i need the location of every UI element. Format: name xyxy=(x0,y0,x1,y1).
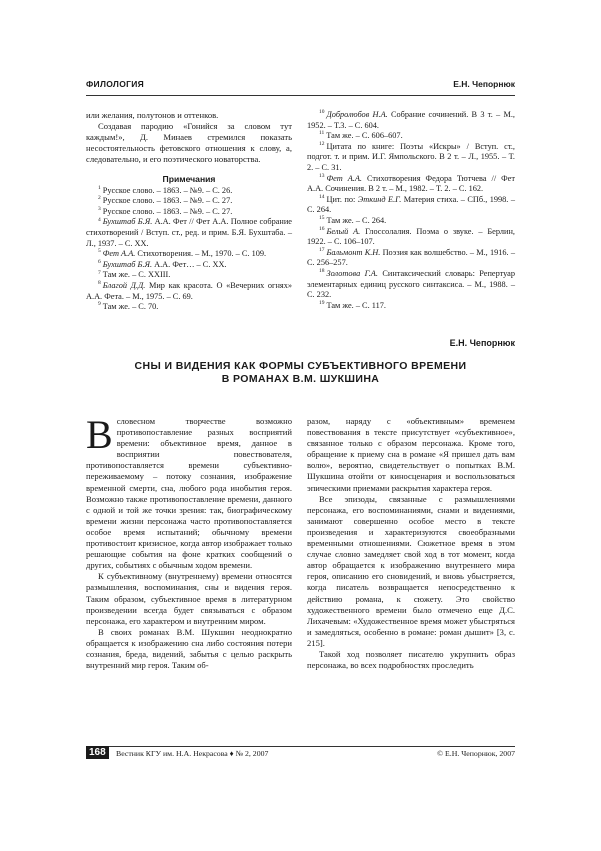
prev-article-left-column xyxy=(86,110,292,313)
note-author: Фет А.А. xyxy=(102,249,136,259)
note-text: Синтаксический словарь: Репертуар элементарных единиц русского синтаксиса. – М., 1988. – С. 232. xyxy=(307,268,516,300)
drop-cap: В xyxy=(86,412,113,457)
note-item xyxy=(307,227,515,248)
note-author: Благой Д.Д. xyxy=(102,280,146,290)
journal-name: Вестник КГУ им. Н.А. Некрасова ♦ № 2, 2007 xyxy=(116,749,269,758)
note-text: Там же. – С. 117. xyxy=(326,300,386,310)
note-number: 12 xyxy=(319,141,325,148)
note-number: 11 xyxy=(319,130,325,137)
note-item xyxy=(86,217,292,249)
footer-rule xyxy=(86,746,515,747)
note-number: 19 xyxy=(319,299,325,306)
note-number: 2 xyxy=(98,195,101,202)
note-number: 4 xyxy=(98,216,101,223)
note-text: А.А. Фет // Фет А.А. Полное собрание стихотворений / Вступ. ст., ред. и прим. Б.Я. Бухштаба. – Л., 1937. – С. XX. xyxy=(86,217,292,248)
note-text: Русское слово. – 1863. – №9. – С. 27. xyxy=(102,196,233,206)
notes-list-right xyxy=(307,110,515,311)
note-text: Там же. – С. XXIII. xyxy=(102,270,171,280)
note-text: Глоссолалия. Поэма о звуке. – Берлин, 1922. – С. 106–107. xyxy=(307,226,515,247)
note-item xyxy=(307,216,515,227)
note-item xyxy=(307,174,515,195)
note-author: Добролюбов Н.А. xyxy=(326,110,388,119)
note-item xyxy=(86,260,292,271)
note-author: Фет А.А. xyxy=(326,173,363,183)
note-number: 3 xyxy=(98,205,101,212)
page-number: 168 xyxy=(86,746,109,759)
article-right-column xyxy=(307,416,515,671)
paragraph: Создавая пародию «Гонийся за словом тут каждым!», Д. Минаев стремился показать несостоятельность фетовского отношения к слову, а, следовательно, и его поэтического новаторства. xyxy=(86,121,292,165)
note-text: Там же. – С. 70. xyxy=(102,302,159,312)
note-number: 6 xyxy=(98,258,101,265)
note-item xyxy=(86,270,292,281)
note-author: Бальмонт К.Н. xyxy=(326,247,381,257)
note-text: Цитата по книге: Поэты «Искры» / Вступ. ст., подгот. т. и прим. И.Г. Ямпольского. В 2 т. – Л., 1955. – Т. 2. – С. 31. xyxy=(307,141,515,172)
note-item xyxy=(307,301,515,312)
note-item xyxy=(86,207,292,218)
paragraph: Такой ход позволяет писателю укрупнить образ персонажа, во всех подробностях проследить xyxy=(307,648,515,671)
note-text: Поэзия как волшебство. – М., 1916. – С. 256–257. xyxy=(307,247,515,268)
note-number: 14 xyxy=(319,193,325,200)
paragraph xyxy=(86,412,292,571)
section-name: ФИЛОЛОГИЯ xyxy=(86,79,145,89)
note-text: Собрание сочинений. В 3 т. – М., 1952. – Т.3. – С. 604. xyxy=(307,110,515,130)
note-text: Там же. – С. 264. xyxy=(326,215,387,225)
note-number: 1 xyxy=(98,184,101,191)
notes-right-column xyxy=(307,110,515,311)
article-left-column xyxy=(86,412,292,671)
note-number: 17 xyxy=(319,246,325,253)
note-author: Золотова Г.А. xyxy=(326,268,378,278)
paragraph: разом, наряду с «объективным» временем повествования в тексте присутствует «субъективное», связанное только с образом персонажа. Кроме того, обращение к приему сна в романе «Я пришел дать вам волю», вероятно, свидетельствует о попытках В.М. Шукшина отойти от киносценария и воспользоваться эпическими приемами раскрытия характера героя. xyxy=(307,416,515,493)
article-title xyxy=(86,360,515,386)
note-item xyxy=(86,302,292,313)
note-text: Русское слово. – 1863. – №9. – С. 27. xyxy=(102,206,233,216)
note-item xyxy=(86,249,292,260)
note-author: Бухштаб Б.Я. xyxy=(102,259,153,269)
note-item xyxy=(307,269,515,301)
notes-list-left xyxy=(86,186,292,313)
note-number: 15 xyxy=(319,215,325,222)
note-number: 16 xyxy=(319,225,325,232)
note-item xyxy=(307,195,515,216)
paragraph-text: словесном творчестве возможно противопоставление разных восприятий времени: объективное время, данное в восприятии повествователя, противопоставляется времени субъективно-переживаемому – потоку сознания, изображение временной смерти, сна, любого рода инобытия героя. Возможно также противопоставление времени, данного с одной и той же точки зрения: так, биографическому времени жизни персонажа часто противопоставляется особое время испытаний; обычному времени противостоит кризисное, когда автор изображает только решающие события на фоне кратких сообщений о других, событиях с обычным ходом времени. xyxy=(86,416,292,571)
page-footer xyxy=(86,748,515,762)
article-author: Е.Н. Чепорнюк xyxy=(449,338,515,348)
note-number: 8 xyxy=(98,280,101,287)
paragraph: В своих романах В.М. Шукшин неоднократно обращается к изображению сна либо состояния потери сознания, бреда, видений, забытья с целью раскрыть внутренний мир героя. Таким об- xyxy=(86,626,292,671)
note-item xyxy=(307,131,515,142)
note-text: Стихотворения. – М., 1970. – С. 109. xyxy=(135,249,267,259)
header-author: Е.Н. Чепорнюк xyxy=(453,79,515,89)
paragraph: К субъективному (внутреннему) времени относятся размышления, воспоминания, сны и видения героя. Таким образом, субъективное время в литературном произведении всегда будет связываться с образом персонажа, его характером и внутренним миром. xyxy=(86,571,292,626)
note-author: Эткинд Е.Г. xyxy=(357,194,402,204)
note-text: Стихотворения Федора Тютчева // Фет А.А. Сочинения. В 2 т. – М., 1982. – Т. 2. – С. 162. xyxy=(307,173,515,194)
note-author: Бухштаб Б.Я. xyxy=(102,217,153,227)
note-number: 7 xyxy=(98,269,101,276)
paragraph: или желания, полутонов и оттенков. xyxy=(86,110,219,120)
note-number: 10 xyxy=(319,109,325,116)
title-line: В РОМАНАХ В.М. ШУКШИНА xyxy=(221,373,380,385)
note-author: Белый А. xyxy=(326,226,361,236)
note-item xyxy=(307,248,515,269)
note-text: Русское слово. – 1863. – №9. – С. 26. xyxy=(102,185,233,195)
note-number: 13 xyxy=(319,172,325,179)
header-rule xyxy=(86,95,515,96)
note-item xyxy=(307,142,515,174)
running-header xyxy=(86,79,515,93)
paragraph: Все эпизоды, связанные с размышлениями персонажа, его воспоминаниями, снами и видениями, занимают совершенно особое место в тексте произведения и характеризуются своеобразными временными отношениями. Сюжетное время в этом случае словно замедляет свой ход в тот момент, когда автор обращается к изображению внутреннего мира героя, описанию его сновидений, и вновь убыстряется, когда писатель возвращается непосредственно к действию романа, к сюжету. Это свойство художественного времени было отмечено еще Д.С. Лихачевым: «Художественное время может убыстряться и замедляться, особенно в романе: роман дышит» [3, с. 215]. xyxy=(307,493,515,648)
note-text: Цит. по: xyxy=(326,194,358,204)
note-item xyxy=(307,110,515,131)
title-line: СНЫ И ВИДЕНИЯ КАК ФОРМЫ СУБЪЕКТИВНОГО ВРЕМЕНИ xyxy=(134,360,467,372)
note-text: Мир как красота. О «Вечерних огнях» А.А. Фета. – М., 1975. – С. 69. xyxy=(86,280,293,301)
copyright: © Е.Н. Чепорнюк, 2007 xyxy=(437,749,515,758)
note-number: 18 xyxy=(319,268,325,275)
note-number: 9 xyxy=(98,301,101,308)
note-item xyxy=(86,196,292,207)
note-number: 5 xyxy=(98,248,101,255)
note-item xyxy=(86,186,292,197)
note-text: Материя стиха. – СПб., 1998. – С. 264. xyxy=(307,194,515,215)
note-text: Там же. – С. 606–607. xyxy=(326,131,403,141)
notes-heading: Примечания xyxy=(162,174,216,185)
note-text: А.А. Фет… – С. XX. xyxy=(152,259,227,269)
note-item xyxy=(86,281,292,302)
